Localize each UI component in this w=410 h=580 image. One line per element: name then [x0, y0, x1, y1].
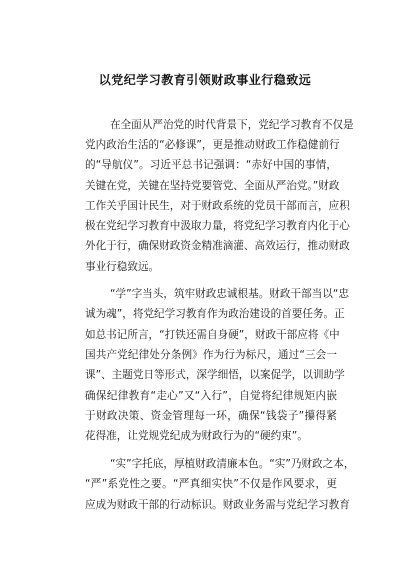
paragraph-1-line-5: 工作关乎国计民生，对于财政系统的党员干部而言，应积 — [85, 200, 350, 212]
paragraph-1-line-6: 极在党纪学习教育中汲取力量，将党纪学习教育内化于心 — [85, 220, 350, 232]
paragraph-1-line-8: 事业行稳致远。 — [85, 261, 160, 273]
paragraph-2-line-6: 确保纪律教育“走心”又“入行”，自觉将纪律规矩内嵌 — [85, 390, 337, 402]
paragraph-2-line-8: 花得准，让党规党纪成为财政行为的“硬约束”。 — [85, 430, 308, 442]
paragraph-2-line-4: 国共产党纪律处分条例》作为行为标尺，通过“三会一 — [85, 349, 337, 361]
paragraph-1-line-7: 外化于行，确保财政资金精准滴灌、高效运行，推动财政 — [85, 240, 350, 252]
paragraph-3-line-1: “实”字托底，厚植财政清廉本色。“实”乃财政之本， — [110, 458, 355, 470]
document-title: 以党纪学习教育引领财政事业行稳致远 — [98, 73, 312, 87]
paragraph-2-line-2: 诚为魂”，将党纪学习教育作为政治建设的首要任务。正 — [85, 308, 345, 320]
paragraph-2-line-7: 于财政决策、资金管理每一环，确保“钱袋子”攥得紧 — [85, 410, 337, 422]
paragraph-3-line-3: 应成为财政干部的行动标识。财政业务需与党纪学习教育 — [85, 499, 350, 511]
paragraph-2-line-5: 课”、主题党日等形式，深学细悟，以案促学，以训助学 — [85, 369, 345, 381]
paragraph-1-line-4: 关键在党，关键在坚持党要管党、全面从严治党。”财政 — [85, 180, 340, 192]
paragraph-1-line-1: 在全面从严治党的时代背景下，党纪学习教育不仅是 — [110, 119, 354, 131]
paragraph-1-line-3: 的“导航仪”。习近平总书记强调：“赤好中国的事情， — [85, 159, 337, 171]
paragraph-2-line-3: 如总书记所言，“打铁还需自身硬”，财政干部应将《中 — [85, 329, 340, 341]
paragraph-3-line-2: “严”系党性之要。“严真细实快”不仅是作风要求，更 — [85, 478, 337, 490]
paragraph-2-line-1: “学”字当头，筑牢财政忠诚根基。财政干部当以“忠 — [110, 288, 349, 300]
paragraph-1-line-2: 党内政治生活的“必修课”，更是推动财政工作稳健前行 — [85, 139, 340, 151]
